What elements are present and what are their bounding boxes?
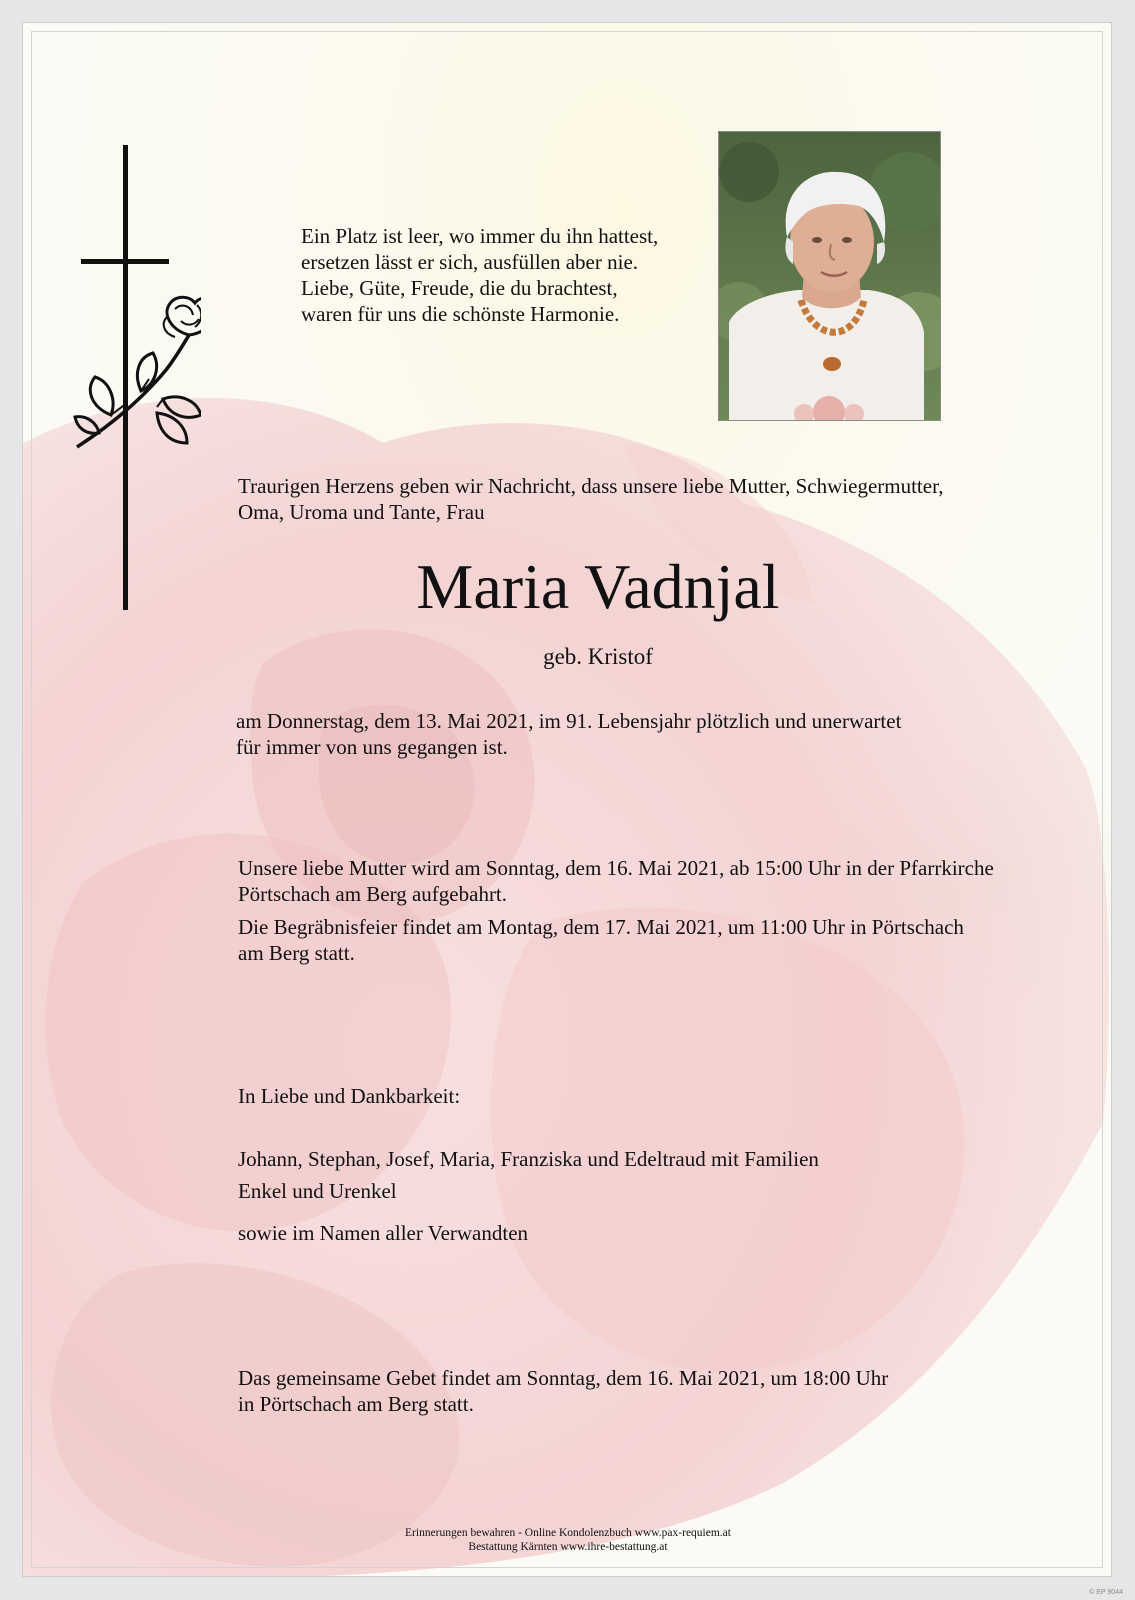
death-notice-line: am Donnerstag, dem 13. Mai 2021, im 91. Lebensjahr plötzlich und unerwartet [236,709,902,733]
verse-line: Liebe, Güte, Freude, die du brachtest, [301,276,618,300]
parte-card [22,22,1112,1577]
template-code: © EP 9044 [1089,1589,1123,1596]
verse [301,223,658,327]
death-notice [236,708,901,760]
mourners-grandchildren: Enkel und Urenkel [238,1179,397,1203]
announcement-line: Traurigen Herzens geben wir Nachricht, dass unsere liebe Mutter, Schwiegermutter, [238,474,944,498]
prayer-line: in Pörtschach am Berg statt. [238,1392,474,1416]
announcement-line: Oma, Uroma und Tante, Frau [238,500,485,524]
prayer-line: Das gemeinsame Gebet findet am Sonntag, dem 16. Mai 2021, um 18:00 Uhr [238,1366,889,1390]
verse-line: Ein Platz ist leer, wo immer du ihn hattest, [301,224,659,248]
funeral-line: am Berg statt. [238,941,355,965]
cross-with-rose-icon [71,145,201,615]
verse-line: waren für uns die schönste Harmonie. [301,302,620,326]
announcement [238,473,943,525]
footer-condolence-link[interactable]: Erinnerungen bewahren - Online Kondolenzbuch www.pax-requiem.at [405,1527,731,1539]
footer [23,1526,1112,1554]
mourners-family: Johann, Stephan, Josef, Maria, Franziska und Edeltraud mit Familien [238,1147,819,1171]
maiden-name: geb. Kristof [543,644,653,669]
deceased-name: Maria Vadnjal [416,551,780,622]
mourners-relatives: sowie im Namen aller Verwandten [238,1221,529,1245]
viewing-notice [238,855,994,907]
death-notice-line: für immer von uns gegangen ist. [236,735,508,759]
mourners-heading: In Liebe und Dankbarkeit: [238,1084,461,1108]
viewing-line: Pörtschach am Berg aufgebahrt. [238,882,508,906]
verse-line: ersetzen lässt er sich, ausfüllen aber nie. [301,250,639,274]
prayer-notice [238,1365,888,1417]
funeral-notice [238,914,964,966]
viewing-line: Unsere liebe Mutter wird am Sonntag, dem 16. Mai 2021, ab 15:00 Uhr in der Pfarrkirche [238,856,994,880]
funeral-line: Die Begräbnisfeier findet am Montag, dem 17. Mai 2021, um 11:00 Uhr in Pörtschach [238,915,964,939]
portrait-photo [718,131,941,421]
footer-undertaker-link[interactable]: Bestattung Kärnten www.ihre-bestattung.at [468,1541,668,1553]
